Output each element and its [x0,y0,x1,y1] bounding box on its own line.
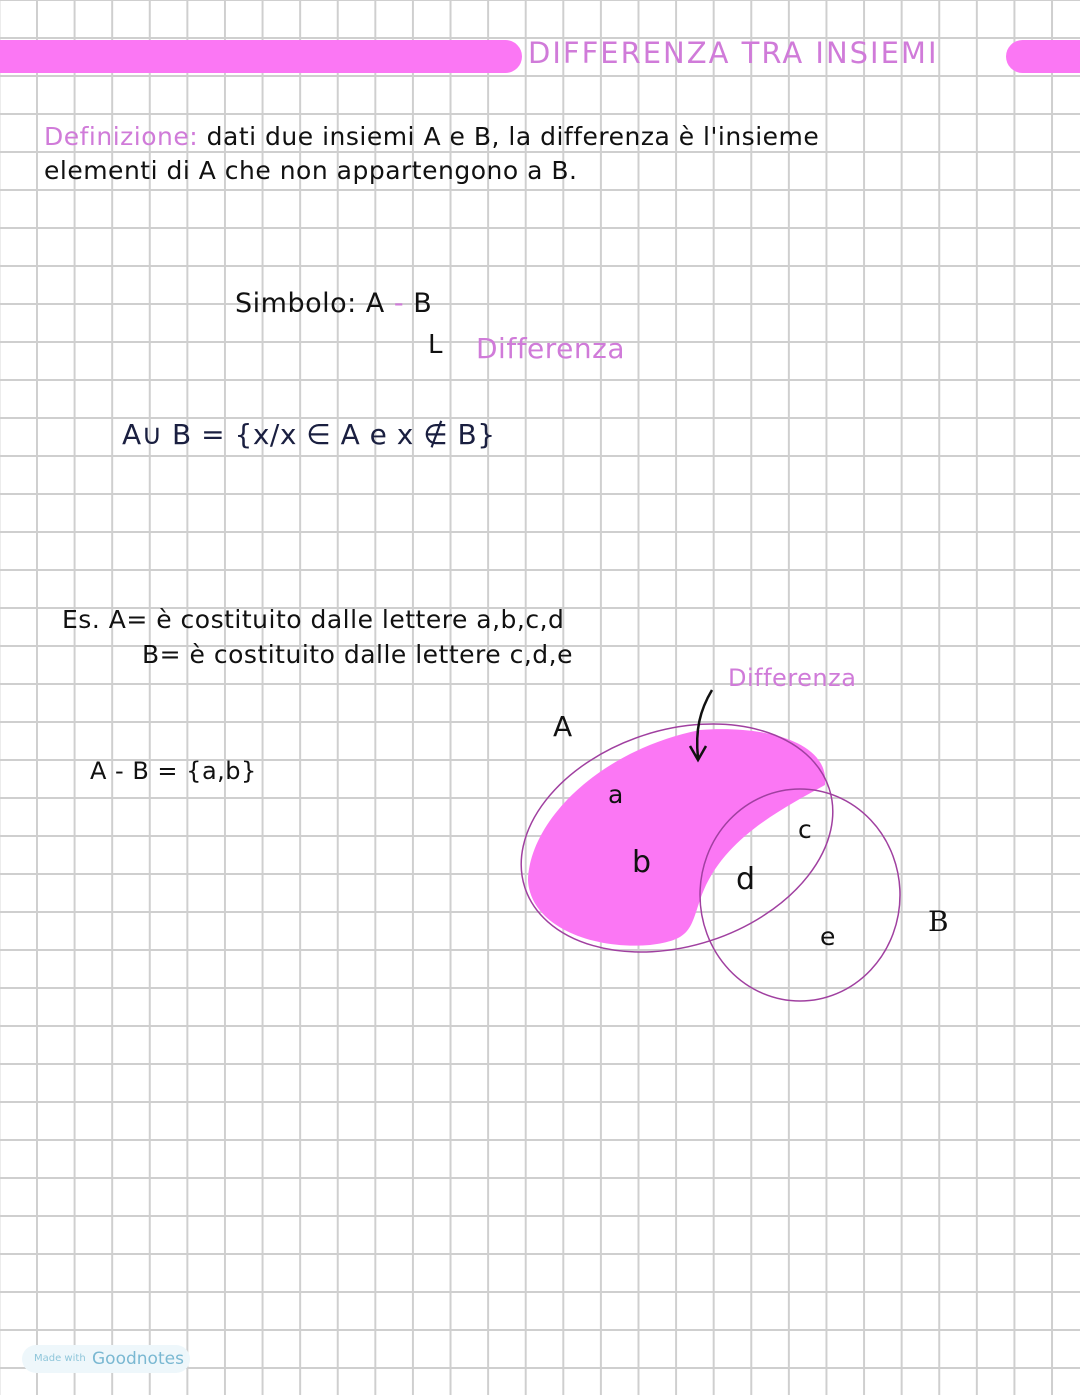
symbol-name: Differenza [476,332,626,365]
example-line1: Es. A= è costituito dalle lettere a,b,c,d [62,605,565,634]
element-a: a [608,780,624,809]
page-title: DIFFERENZA TRA INSIEMI [528,36,939,70]
example-result: A - B = {a,b} [90,757,257,785]
definition-label: Definizione: [44,122,199,151]
difference-region [528,729,825,946]
example-line2: B= è costituito dalle lettere c,d,e [142,640,573,669]
definition-line2: elementi di A che non appartengono a B. [44,156,578,185]
symbol-operator: - [393,288,405,319]
symbol-arrow: L [428,330,443,360]
definition-text: dati due insiemi A e B, la differenza è l'insieme [206,122,820,151]
set-a-label: A [553,710,573,743]
element-b: b [632,845,652,880]
symbol-operand: B [413,288,433,319]
made-with-text: Made with [34,1353,86,1364]
symbol-label: Simbolo: A [235,288,385,319]
element-e: e [820,922,836,951]
goodnotes-badge [22,1345,190,1373]
element-c: c [798,815,813,844]
diagram-annotation: Differenza [728,664,857,692]
element-d: d [736,862,756,897]
formula: A∪ B = {x/x ∈ A e x ∉ B} [122,418,496,451]
set-b-label: B [928,905,949,938]
brand-text: Goodnotes [92,1349,184,1369]
